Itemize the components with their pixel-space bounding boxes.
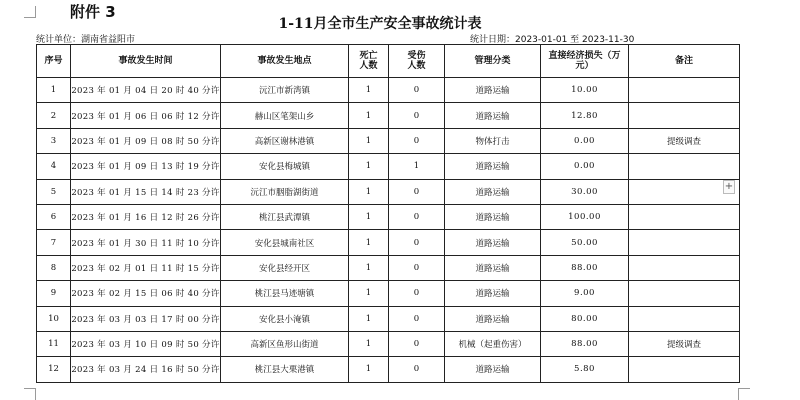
cell-injured: 0 xyxy=(389,128,445,153)
cell-category: 道路运输 xyxy=(445,78,541,103)
cell-no: 11 xyxy=(37,331,71,356)
table-row xyxy=(37,306,740,331)
cell-place: 高新区鱼形山街道 xyxy=(221,331,349,356)
cell-loss: 88.00 xyxy=(541,255,629,280)
cell-time: 2023 年 01 月 09 日 08 时 50 分许 xyxy=(71,128,221,153)
cell-place: 安化县小淹镇 xyxy=(221,306,349,331)
cell-place: 高新区谢林港镇 xyxy=(221,128,349,153)
cell-no: 3 xyxy=(37,128,71,153)
statistics-date: 统计日期：2023-01-01 至 2023-11-30 xyxy=(470,35,635,45)
cell-dead: 1 xyxy=(349,230,389,255)
cell-category: 道路运输 xyxy=(445,255,541,280)
table-row xyxy=(37,154,740,179)
cell-time: 2023 年 01 月 06 日 06 时 12 分许 xyxy=(71,103,221,128)
attachment-label: 附件 3 xyxy=(70,3,116,21)
table-header-row xyxy=(37,45,740,78)
cell-loss: 0.00 xyxy=(541,128,629,153)
cell-note xyxy=(629,357,740,382)
cell-time: 2023 年 03 月 03 日 17 时 00 分许 xyxy=(71,306,221,331)
cell-note: 提级调查 xyxy=(629,331,740,356)
table-row xyxy=(37,179,740,204)
cell-time: 2023 年 03 月 24 日 16 时 50 分许 xyxy=(71,357,221,382)
cell-place: 赫山区笔架山乡 xyxy=(221,103,349,128)
cell-no: 5 xyxy=(37,179,71,204)
cell-loss: 100.00 xyxy=(541,204,629,229)
cell-note xyxy=(629,204,740,229)
table-row xyxy=(37,281,740,306)
table-row xyxy=(37,204,740,229)
cell-loss: 0.00 xyxy=(541,154,629,179)
cell-no: 2 xyxy=(37,103,71,128)
cell-dead: 1 xyxy=(349,204,389,229)
cell-note xyxy=(629,255,740,280)
cell-place: 桃江县大栗港镇 xyxy=(221,357,349,382)
cell-time: 2023 年 01 月 15 日 14 时 23 分许 xyxy=(71,179,221,204)
cell-category: 道路运输 xyxy=(445,306,541,331)
cell-loss: 88.00 xyxy=(541,331,629,356)
cell-dead: 1 xyxy=(349,103,389,128)
column-header-note: 备注 xyxy=(629,45,740,78)
cell-injured: 0 xyxy=(389,306,445,331)
cell-note xyxy=(629,230,740,255)
column-header-dead xyxy=(349,45,389,78)
cell-injured: 0 xyxy=(389,255,445,280)
column-header-no: 序号 xyxy=(37,45,71,78)
cell-no: 1 xyxy=(37,78,71,103)
table-row xyxy=(37,103,740,128)
cell-place: 沅江市胭脂湖街道 xyxy=(221,179,349,204)
cell-place: 安化县城南社区 xyxy=(221,230,349,255)
cell-no: 7 xyxy=(37,230,71,255)
document-title: 1-11月全市生产安全事故统计表 xyxy=(278,16,482,32)
cell-loss: 9.00 xyxy=(541,281,629,306)
cell-category: 道路运输 xyxy=(445,204,541,229)
cell-injured: 0 xyxy=(389,281,445,306)
cell-loss: 12.80 xyxy=(541,103,629,128)
cell-category: 道路运输 xyxy=(445,281,541,306)
cell-loss: 80.00 xyxy=(541,306,629,331)
cell-injured: 0 xyxy=(389,179,445,204)
cell-loss: 10.00 xyxy=(541,78,629,103)
cell-dead: 1 xyxy=(349,331,389,356)
cell-no: 8 xyxy=(37,255,71,280)
cell-dead: 1 xyxy=(349,281,389,306)
margin-corner-mark xyxy=(738,388,750,400)
column-header-dead-label: 死亡人数 xyxy=(359,51,378,71)
cell-category: 道路运输 xyxy=(445,230,541,255)
cell-note xyxy=(629,78,740,103)
cell-injured: 0 xyxy=(389,357,445,382)
cell-place: 桃江县武潭镇 xyxy=(221,204,349,229)
cell-category: 道路运输 xyxy=(445,103,541,128)
column-header-injured xyxy=(389,45,445,78)
cell-category: 机械（起重伤害） xyxy=(445,331,541,356)
accident-statistics-table xyxy=(36,44,740,383)
table-row xyxy=(37,128,740,153)
cell-loss: 30.00 xyxy=(541,179,629,204)
cell-time: 2023 年 02 月 01 日 11 时 15 分许 xyxy=(71,255,221,280)
cell-place: 沅江市新湾镇 xyxy=(221,78,349,103)
cell-injured: 0 xyxy=(389,103,445,128)
cell-place: 桃江县马迹塘镇 xyxy=(221,281,349,306)
cell-dead: 1 xyxy=(349,357,389,382)
cell-time: 2023 年 01 月 16 日 12 时 26 分许 xyxy=(71,204,221,229)
cell-dead: 1 xyxy=(349,255,389,280)
cell-injured: 0 xyxy=(389,331,445,356)
cell-loss: 5.80 xyxy=(541,357,629,382)
cell-time: 2023 年 01 月 04 日 20 时 40 分许 xyxy=(71,78,221,103)
cell-note xyxy=(629,281,740,306)
cell-place: 安化县梅城镇 xyxy=(221,154,349,179)
column-header-loss xyxy=(541,45,629,78)
cell-note xyxy=(629,306,740,331)
cell-no: 10 xyxy=(37,306,71,331)
cell-time: 2023 年 03 月 10 日 09 时 50 分许 xyxy=(71,331,221,356)
cell-place: 安化县经开区 xyxy=(221,255,349,280)
cell-injured: 0 xyxy=(389,230,445,255)
cell-note xyxy=(629,154,740,179)
cell-category: 道路运输 xyxy=(445,154,541,179)
cell-injured: 0 xyxy=(389,78,445,103)
cell-time: 2023 年 02 月 15 日 06 时 40 分许 xyxy=(71,281,221,306)
column-header-injured-label: 受伤人数 xyxy=(407,51,426,71)
cell-time: 2023 年 01 月 09 日 13 时 19 分许 xyxy=(71,154,221,179)
cell-no: 4 xyxy=(37,154,71,179)
column-header-place: 事故发生地点 xyxy=(221,45,349,78)
cell-loss: 50.00 xyxy=(541,230,629,255)
cell-injured: 0 xyxy=(389,204,445,229)
cell-no: 9 xyxy=(37,281,71,306)
table-row xyxy=(37,331,740,356)
cell-dead: 1 xyxy=(349,154,389,179)
cell-note xyxy=(629,103,740,128)
table-row xyxy=(37,78,740,103)
cell-category: 物体打击 xyxy=(445,128,541,153)
cell-injured: 1 xyxy=(389,154,445,179)
column-header-category: 管理分类 xyxy=(445,45,541,78)
cell-no: 12 xyxy=(37,357,71,382)
cell-time: 2023 年 01 月 30 日 11 时 10 分许 xyxy=(71,230,221,255)
table-row xyxy=(37,230,740,255)
cell-category: 道路运输 xyxy=(445,179,541,204)
cell-category: 道路运输 xyxy=(445,357,541,382)
cell-no: 6 xyxy=(37,204,71,229)
table-body xyxy=(37,78,740,383)
table-row xyxy=(37,357,740,382)
cell-note: 提级调查 xyxy=(629,128,740,153)
cell-dead: 1 xyxy=(349,78,389,103)
statistics-unit: 统计单位：湖南省益阳市 xyxy=(36,35,136,45)
expand-table-button[interactable]: + xyxy=(724,181,734,192)
cell-dead: 1 xyxy=(349,179,389,204)
cell-dead: 1 xyxy=(349,306,389,331)
margin-corner-mark xyxy=(24,388,36,400)
column-header-loss-label: 直接经济损失（万元） xyxy=(548,51,621,71)
column-header-time: 事故发生时间 xyxy=(71,45,221,78)
cell-dead: 1 xyxy=(349,128,389,153)
table-row xyxy=(37,255,740,280)
